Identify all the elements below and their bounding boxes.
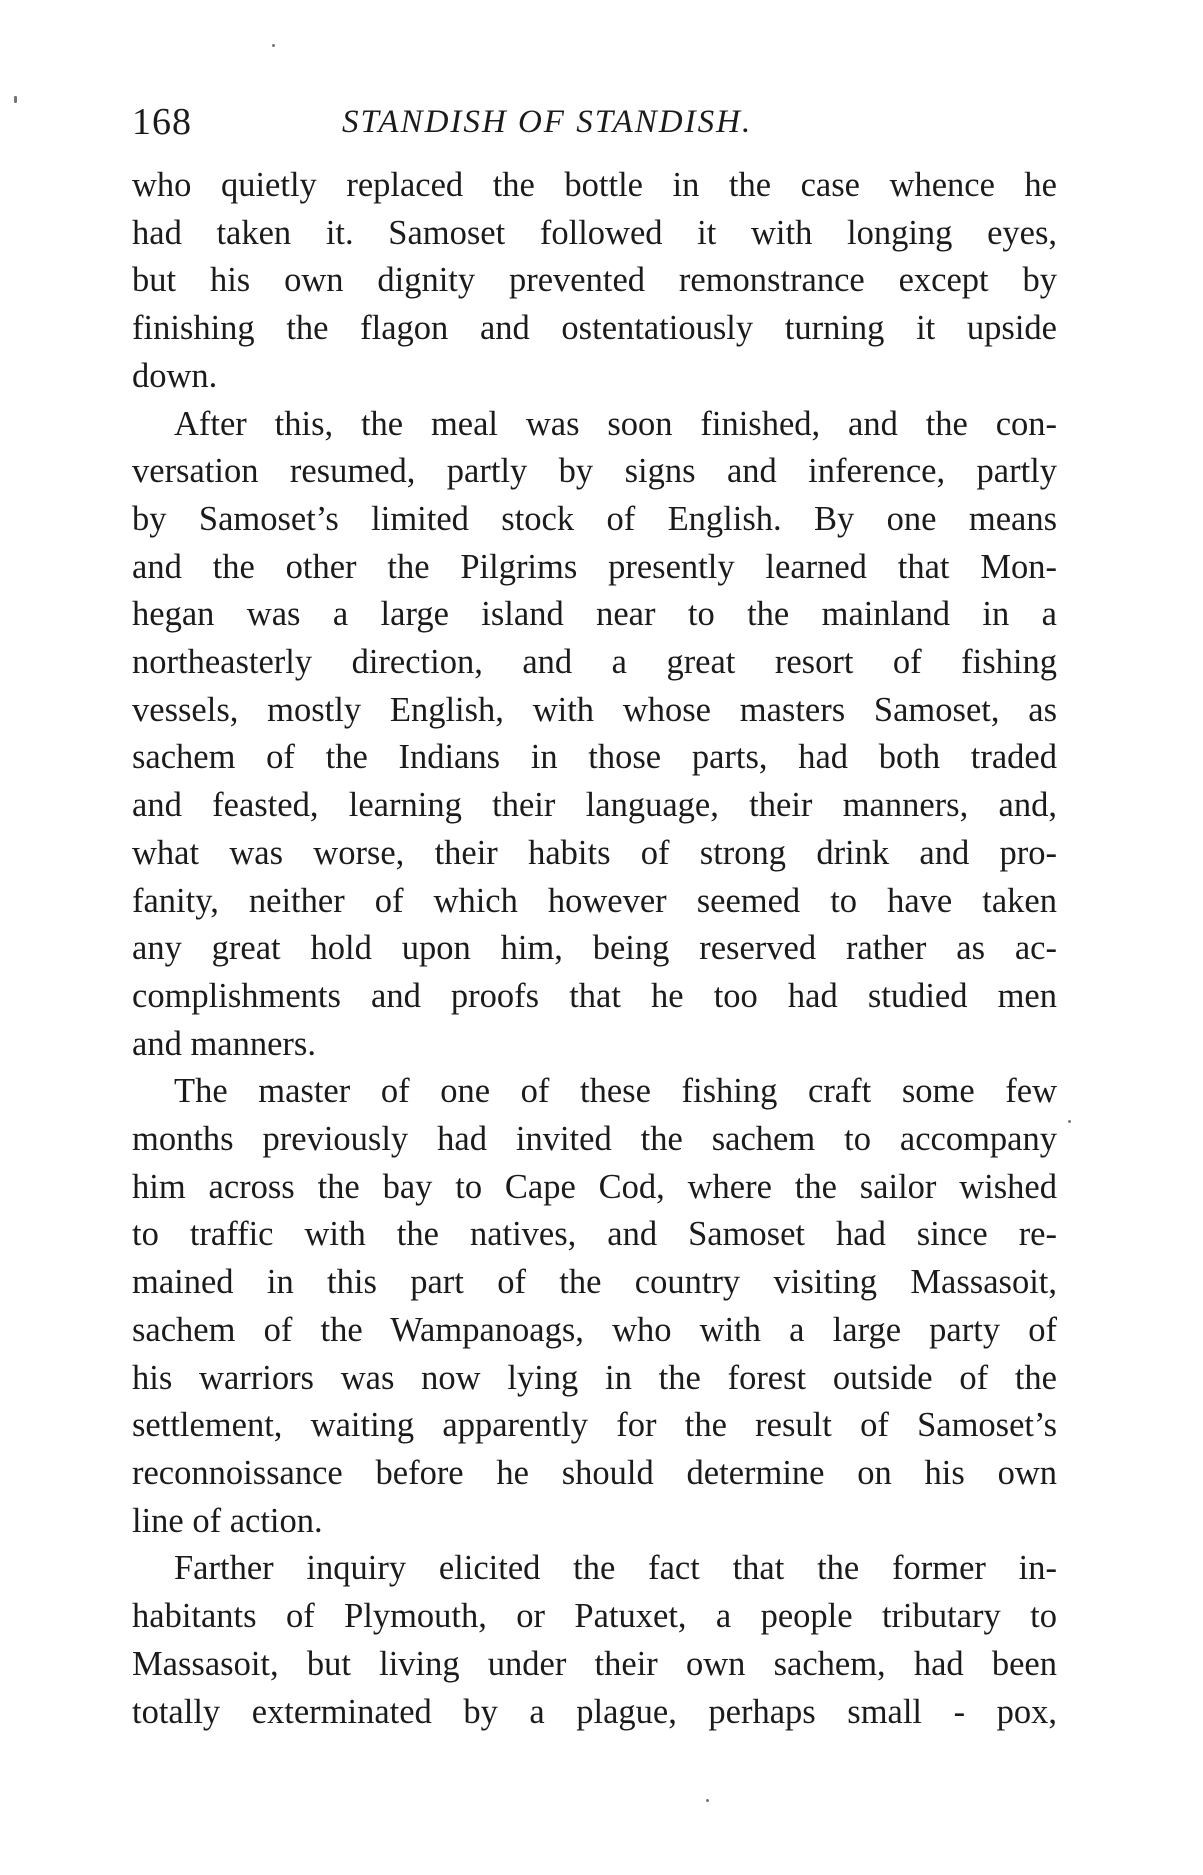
- body-text: [132, 162, 1057, 1736]
- text-line: reconnoissance before he should determine on his own: [132, 1453, 1057, 1492]
- text-line: to traffic with the natives, and Samoset had since re-: [132, 1215, 1057, 1254]
- page-number: 168: [132, 101, 192, 143]
- text-line: had taken it. Samoset followed it with longing eyes,: [132, 213, 1057, 252]
- text-line: finishing the flagon and ostentatiously turning it upside: [132, 309, 1057, 348]
- text-line: totally exterminated by a plague, perhaps small - pox,: [132, 1692, 1057, 1731]
- text-line: sachem of the Wampanoags, who with a large party of: [132, 1310, 1057, 1349]
- text-line: months previously had invited the sachem to accompany: [132, 1120, 1057, 1159]
- text-line: settlement, waiting apparently for the result of Samoset’s: [132, 1406, 1057, 1445]
- text-line: vessels, mostly English, with whose masters Samoset, as: [132, 690, 1057, 729]
- text-line: versation resumed, partly by signs and inference, partly: [132, 452, 1057, 491]
- text-line: and manners.: [132, 1024, 316, 1063]
- paragraph: [132, 1068, 1057, 1545]
- book-page: [132, 98, 1057, 1736]
- text-line: hegan was a large island near to the mainland in a: [132, 595, 1057, 634]
- text-line: fanity, neither of which however seemed to have taken: [132, 881, 1057, 920]
- text-line: sachem of the Indians in those parts, had both traded: [132, 738, 1057, 777]
- paragraph: [132, 401, 1057, 1069]
- speck-mark: [706, 1799, 709, 1802]
- text-line: Massasoit, but living under their own sachem, had been: [132, 1644, 1057, 1683]
- text-line: After this, the meal was soon finished, and the con-: [174, 404, 1057, 443]
- text-line: northeasterly direction, and a great resort of fishing: [132, 643, 1057, 682]
- speck-mark: [14, 96, 17, 103]
- running-title: STANDISH OF STANDISH.: [342, 104, 753, 140]
- text-line: any great hold upon him, being reserved rather as ac-: [132, 929, 1057, 968]
- text-line: complishments and proofs that he too had studied men: [132, 976, 1057, 1015]
- speck-mark: [272, 44, 275, 47]
- text-line: line of action.: [132, 1501, 323, 1540]
- text-line: who quietly replaced the bottle in the case whence he: [132, 166, 1057, 204]
- text-line: The master of one of these fishing craft some few: [174, 1072, 1057, 1111]
- text-line: mained in this part of the country visiting Massasoit,: [132, 1263, 1057, 1302]
- text-line: his warriors was now lying in the forest outside of the: [132, 1358, 1057, 1397]
- text-line: and feasted, learning their language, their manners, and,: [132, 786, 1057, 825]
- text-line: Farther inquiry elicited the fact that the former in-: [174, 1549, 1057, 1588]
- text-line: what was worse, their habits of strong drink and pro-: [132, 833, 1057, 872]
- text-line: down.: [132, 356, 218, 395]
- page-header: [132, 98, 1057, 150]
- paragraph: [132, 1545, 1057, 1736]
- text-line: and the other the Pilgrims presently learned that Mon-: [132, 547, 1057, 586]
- text-line: habitants of Plymouth, or Patuxet, a people tributary to: [132, 1597, 1057, 1636]
- text-line: but his own dignity prevented remonstrance except by: [132, 261, 1057, 300]
- speck-mark: [1068, 1120, 1071, 1123]
- text-line: him across the bay to Cape Cod, where the sailor wished: [132, 1167, 1057, 1206]
- text-line: by Samoset’s limited stock of English. By one means: [132, 499, 1057, 538]
- paragraph: [132, 162, 1057, 401]
